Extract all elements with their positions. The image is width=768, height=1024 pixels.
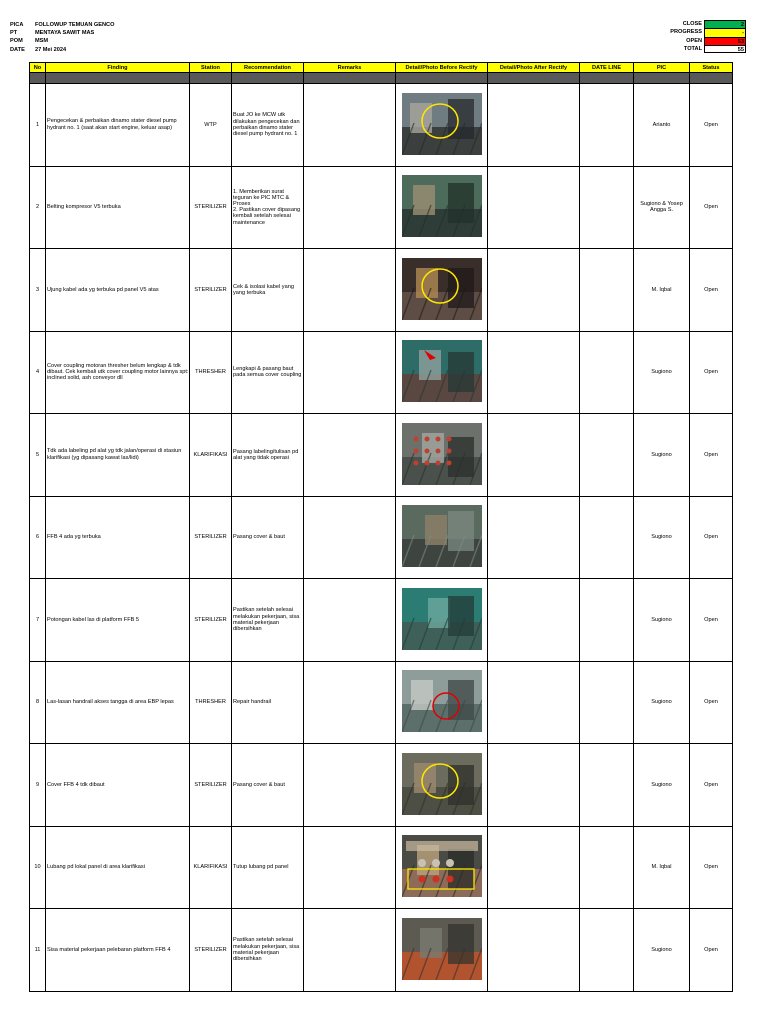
- station-cell-text: THRESHER: [195, 369, 226, 376]
- meta-key: PT: [10, 30, 18, 37]
- remarks-cell: [304, 331, 396, 414]
- summary-row-open: [650, 37, 746, 45]
- row-number-text: 8: [35, 699, 40, 706]
- date-line-cell: [580, 414, 634, 497]
- table-row: [30, 166, 733, 249]
- station-cell-text: STERILIZER: [194, 286, 227, 293]
- status-cell-text: Open: [704, 616, 718, 623]
- remarks-cell: [304, 84, 396, 167]
- pic-cell: [634, 166, 690, 249]
- pic-cell-text: Sugiono: [651, 946, 672, 953]
- row-number: [30, 744, 46, 827]
- status-cell: [690, 249, 733, 332]
- remarks-cell: [304, 166, 396, 249]
- date-line-cell: [580, 166, 634, 249]
- summary-label: OPEN: [686, 37, 702, 44]
- pic-cell-text: Sugiono: [651, 534, 672, 541]
- summary-label: TOTAL: [683, 45, 702, 52]
- before-photo-image: [402, 175, 482, 237]
- recommendation-cell-text: Tutup lubang pd panel: [233, 864, 289, 871]
- pic-cell-text: Sugiono: [651, 616, 672, 623]
- remarks-cell: [304, 826, 396, 909]
- status-cell: [690, 661, 733, 744]
- date-line-cell: [580, 744, 634, 827]
- pic-cell-text: Arianto: [652, 121, 671, 128]
- row-number: [30, 496, 46, 579]
- row-number: [30, 166, 46, 249]
- station-cell: [190, 744, 232, 827]
- pic-cell: [634, 496, 690, 579]
- finding-cell: [46, 579, 190, 662]
- column-header: No: [30, 63, 46, 73]
- row-number-text: 6: [35, 534, 40, 541]
- finding-cell: [46, 826, 190, 909]
- status-cell-text: Open: [704, 121, 718, 128]
- status-cell-text: Open: [704, 864, 718, 871]
- row-number: [30, 579, 46, 662]
- recommendation-cell: [232, 414, 304, 497]
- photo-after-cell: [488, 661, 580, 744]
- pic-cell-text: M. Iqbal: [651, 286, 672, 293]
- pic-cell-text: Sugiono & Yosep Angga S.: [640, 200, 683, 214]
- meta-key: PICA: [10, 22, 24, 28]
- column-header: Finding: [46, 63, 190, 73]
- finding-cell-text: Lubang pd lokal panel di area klarifikasi: [47, 864, 145, 871]
- table-row: [30, 414, 733, 497]
- pic-cell-text: Sugiono: [651, 369, 672, 376]
- photo-after-cell: [488, 331, 580, 414]
- status-cell: [690, 744, 733, 827]
- summary-row-close: [650, 20, 746, 28]
- photo-after-cell: [488, 414, 580, 497]
- status-cell: [690, 826, 733, 909]
- summary-value: -: [704, 28, 746, 36]
- status-cell: [690, 414, 733, 497]
- finding-cell-text: Ujung kabel ada yg terbuka pd panel V5 atas: [47, 286, 159, 293]
- row-number-text: 10: [34, 864, 41, 871]
- summary-label: CLOSE: [682, 21, 702, 27]
- finding-cell-text: Belting kompresor V5 terbuka: [47, 204, 121, 211]
- recommendation-cell-text: 1. Memberikan surat teguran ke PIC MTC & Proses 2. Pastikan cover dipasang kembali setelah selesai maintenance: [233, 188, 301, 226]
- recommendation-cell: [232, 166, 304, 249]
- finding-cell-text: Cover coupling motoran thresher belum lengkap & tdk dibaut. Cek kembali utk cover coupling motor lainnya spt: inclined solid, ash conveyor dll: [47, 362, 189, 382]
- remarks-cell: [304, 414, 396, 497]
- recommendation-cell: [232, 249, 304, 332]
- finding-cell: [46, 249, 190, 332]
- status-cell: [690, 579, 733, 662]
- photo-after-cell: [488, 579, 580, 662]
- table-row: [30, 744, 733, 827]
- finding-cell: [46, 166, 190, 249]
- status-cell-text: Open: [704, 534, 718, 541]
- recommendation-cell: [232, 84, 304, 167]
- column-header: Status: [690, 63, 733, 73]
- station-cell: [190, 84, 232, 167]
- summary-label: PROGRESS: [670, 29, 702, 36]
- row-number: [30, 414, 46, 497]
- status-summary: [650, 20, 746, 53]
- station-cell: [190, 826, 232, 909]
- remarks-cell: [304, 661, 396, 744]
- recommendation-cell-text: Lengkapi & pasang baut pada semua cover coupling: [233, 366, 302, 379]
- photo-before-cell: [396, 84, 488, 167]
- row-number-text: 5: [35, 451, 40, 458]
- recommendation-cell-text: Pasang labeling/tulisan pd alat yang tidak operasi: [233, 448, 299, 461]
- station-cell-text: STERILIZER: [194, 616, 227, 623]
- row-number-text: 4: [35, 369, 40, 376]
- remarks-cell: [304, 496, 396, 579]
- row-number: [30, 909, 46, 992]
- findings-table: [29, 62, 733, 992]
- remarks-cell: [304, 744, 396, 827]
- before-photo-image: [402, 918, 482, 980]
- pic-cell-text: Sugiono: [651, 451, 672, 458]
- photo-before-cell: [396, 496, 488, 579]
- before-photo-image: [402, 753, 482, 815]
- photo-after-cell: [488, 166, 580, 249]
- date-line-cell: [580, 826, 634, 909]
- remarks-cell: [304, 909, 396, 992]
- recommendation-cell-text: Pastikan setelah selesai melakukan pekerjaan, sisa material pekerjaan dibersihkan: [233, 607, 300, 632]
- summary-value: 2: [704, 20, 746, 28]
- summary-row-progress: [650, 28, 746, 36]
- finding-cell: [46, 496, 190, 579]
- pic-cell-text: M. Iqbal: [651, 864, 672, 871]
- before-photo-image: [402, 670, 482, 732]
- date-line-cell: [580, 909, 634, 992]
- recommendation-cell: [232, 661, 304, 744]
- date-line-cell: [580, 331, 634, 414]
- date-line-cell: [580, 249, 634, 332]
- status-cell-text: Open: [704, 369, 718, 376]
- table-row: [30, 826, 733, 909]
- photo-before-cell: [396, 249, 488, 332]
- status-cell: [690, 909, 733, 992]
- finding-cell: [46, 744, 190, 827]
- before-photo-image: [402, 588, 482, 650]
- separator-row: [30, 73, 733, 84]
- photo-after-cell: [488, 744, 580, 827]
- photo-before-cell: [396, 331, 488, 414]
- table-row: [30, 331, 733, 414]
- status-cell-text: Open: [704, 946, 718, 953]
- recommendation-cell: [232, 909, 304, 992]
- station-cell-text: STERILIZER: [194, 946, 227, 953]
- column-header: PIC: [634, 63, 690, 73]
- station-cell-text: STERILIZER: [194, 204, 227, 211]
- finding-cell: [46, 661, 190, 744]
- pic-cell: [634, 661, 690, 744]
- pic-cell: [634, 826, 690, 909]
- remarks-cell: [304, 249, 396, 332]
- column-header: Station: [190, 63, 232, 73]
- status-cell-text: Open: [704, 286, 718, 293]
- finding-cell-text: Tdk ada labeling pd alat yg tdk jalan/operasi di stasiun klarifikasi (yg dipasang kawat las/lidi): [47, 448, 182, 461]
- status-cell-text: Open: [704, 204, 718, 211]
- pic-cell-text: Sugiono: [651, 699, 672, 706]
- station-cell-text: KLARIFIKASI: [193, 864, 228, 871]
- photo-before-cell: [396, 661, 488, 744]
- photo-after-cell: [488, 84, 580, 167]
- photo-after-cell: [488, 249, 580, 332]
- row-number-text: 11: [34, 946, 41, 953]
- column-header: DATE LINE: [580, 63, 634, 73]
- row-number-text: 2: [35, 204, 40, 211]
- table-row: [30, 661, 733, 744]
- station-cell: [190, 496, 232, 579]
- pic-cell: [634, 414, 690, 497]
- recommendation-cell-text: Cek & isolasi kabel yang yang terbuka: [233, 283, 294, 296]
- finding-cell-text: Potongan kabel las di platform FFB 5: [47, 616, 140, 623]
- report-meta: [10, 21, 114, 54]
- status-cell-text: Open: [704, 699, 718, 706]
- station-cell: [190, 331, 232, 414]
- station-cell-text: KLARIFIKASI: [193, 451, 228, 458]
- before-photo-image: [402, 423, 482, 485]
- recommendation-cell: [232, 826, 304, 909]
- photo-before-cell: [396, 826, 488, 909]
- column-header: Remarks: [304, 63, 396, 73]
- table-row: [30, 84, 733, 167]
- row-number: [30, 826, 46, 909]
- status-cell-text: Open: [704, 451, 718, 458]
- pic-cell: [634, 84, 690, 167]
- finding-cell: [46, 414, 190, 497]
- date-line-cell: [580, 579, 634, 662]
- meta-row: [10, 46, 114, 54]
- recommendation-cell-text: Pasang cover & baut: [233, 534, 285, 541]
- summary-value: 55: [704, 45, 746, 53]
- recommendation-cell: [232, 496, 304, 579]
- before-photo-image: [402, 505, 482, 567]
- photo-before-cell: [396, 166, 488, 249]
- finding-cell: [46, 84, 190, 167]
- finding-cell-text: FFB 4 ada yg terbuka: [47, 534, 101, 541]
- status-cell: [690, 84, 733, 167]
- row-number-text: 9: [35, 781, 40, 788]
- meta-value: MSM: [35, 38, 49, 45]
- column-header: Detail/Photo Before Rectify: [396, 63, 488, 73]
- meta-value: 27 Mei 2024: [35, 46, 67, 53]
- station-cell: [190, 249, 232, 332]
- table-row: [30, 909, 733, 992]
- station-cell: [190, 414, 232, 497]
- station-cell: [190, 661, 232, 744]
- header-row: [30, 63, 733, 73]
- finding-cell: [46, 909, 190, 992]
- finding-cell-text: Pengecekan & perbaikan dinamo stater diesel pump hydrant no. 1 (saat akan start engine, keluar asap): [47, 118, 177, 131]
- row-number: [30, 84, 46, 167]
- row-number: [30, 661, 46, 744]
- photo-before-cell: [396, 909, 488, 992]
- date-line-cell: [580, 496, 634, 579]
- station-cell-text: WTP: [204, 121, 217, 128]
- meta-key: POM: [10, 38, 23, 45]
- finding-cell: [46, 331, 190, 414]
- photo-after-cell: [488, 909, 580, 992]
- table-row: [30, 579, 733, 662]
- remarks-cell: [304, 579, 396, 662]
- row-number-text: 1: [35, 121, 40, 128]
- meta-row: [10, 21, 114, 29]
- recommendation-cell-text: Pasang cover & baut: [233, 781, 285, 788]
- meta-row: [10, 29, 114, 37]
- date-line-cell: [580, 661, 634, 744]
- recommendation-cell-text: Buat JO ke MCW utk dilakukan pengecekan dan perbaikan dinamo stater diesel pump hydrant no. 1: [233, 112, 300, 137]
- photo-before-cell: [396, 414, 488, 497]
- meta-value: MENTAYA SAWIT MAS: [35, 30, 95, 37]
- finding-cell-text: Sisa material pekerjaan pelebaran platform FFB 4: [47, 946, 171, 953]
- summary-row-total: [650, 45, 746, 53]
- station-cell-text: STERILIZER: [194, 534, 227, 541]
- recommendation-cell: [232, 331, 304, 414]
- column-header: Recommendation: [232, 63, 304, 73]
- before-photo-image: [402, 93, 482, 155]
- row-number-text: 3: [35, 286, 40, 293]
- photo-before-cell: [396, 579, 488, 662]
- finding-cell-text: Cover FFB 4 tdk dibaut: [47, 781, 105, 788]
- station-cell: [190, 909, 232, 992]
- pic-cell: [634, 249, 690, 332]
- pic-cell: [634, 579, 690, 662]
- station-cell: [190, 166, 232, 249]
- meta-key: DATE: [10, 46, 25, 53]
- column-header: Detail/Photo After Rectify: [488, 63, 580, 73]
- recommendation-cell-text: Repair handrail: [233, 699, 271, 706]
- summary-value: 53: [704, 37, 746, 45]
- finding-cell-text: Las-lasan handrail akses tangga di area EBP lepas: [47, 699, 174, 706]
- photo-before-cell: [396, 744, 488, 827]
- date-line-cell: [580, 84, 634, 167]
- photo-after-cell: [488, 496, 580, 579]
- recommendation-cell: [232, 744, 304, 827]
- status-cell: [690, 331, 733, 414]
- pic-cell: [634, 744, 690, 827]
- status-cell: [690, 166, 733, 249]
- table-row: [30, 496, 733, 579]
- pic-cell-text: Sugiono: [651, 781, 672, 788]
- recommendation-cell: [232, 579, 304, 662]
- photo-after-cell: [488, 826, 580, 909]
- meta-value: FOLLOWUP TEMUAN GENCO: [35, 22, 115, 28]
- station-cell: [190, 579, 232, 662]
- pic-cell: [634, 331, 690, 414]
- row-number: [30, 249, 46, 332]
- status-cell-text: Open: [704, 781, 718, 788]
- row-number-text: 7: [35, 616, 40, 623]
- before-photo-image: [402, 835, 482, 897]
- row-number: [30, 331, 46, 414]
- station-cell-text: THRESHER: [195, 699, 226, 706]
- before-photo-image: [402, 258, 482, 320]
- table-row: [30, 249, 733, 332]
- before-photo-image: [402, 340, 482, 402]
- status-cell: [690, 496, 733, 579]
- pic-cell: [634, 909, 690, 992]
- recommendation-cell-text: Pastikan setelah selesai melakukan pekerjaan, sisa material pekerjaan dibersihkan: [233, 937, 300, 962]
- meta-row: [10, 37, 114, 45]
- station-cell-text: STERILIZER: [194, 781, 227, 788]
